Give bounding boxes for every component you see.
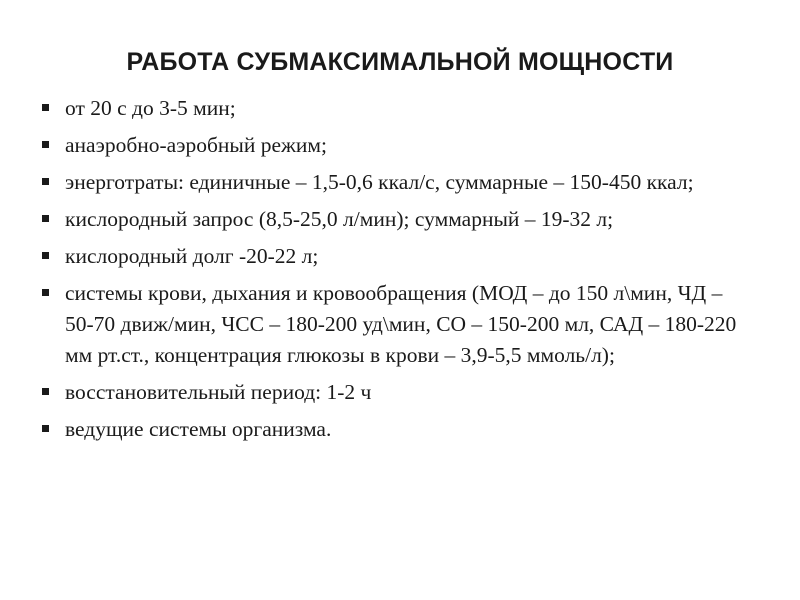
bullet-text: анаэробно-аэробный режим; [65, 133, 327, 157]
bullet-text: системы крови, дыхания и кровообращения (МОД – до 150 л\мин, ЧД – 50-70 движ/мин, ЧСС – 180-200 уд\мин, СО – 150-200 мл, САД – 180-220 мм рт.ст., концентрация глюкозы в крови – 3,9-5,5 ммоль/л); [65, 281, 737, 367]
bullet-item-mode [42, 130, 754, 161]
bullet-item-duration [42, 93, 754, 124]
square-bullet-icon [42, 215, 49, 222]
bullet-text: ведущие системы организма. [65, 417, 332, 441]
bullet-item-oxygen-debt [42, 241, 754, 272]
bullet-text: кислородный долг -20-22 л; [65, 244, 319, 268]
square-bullet-icon [42, 141, 49, 148]
bullet-text: восстановительный период: 1-2 ч [65, 380, 372, 404]
bullet-item-oxygen-demand [42, 204, 754, 235]
bullet-item-energy [42, 167, 754, 198]
slide-title: РАБОТА СУБМАКСИМАЛЬНОЙ МОЩНОСТИ [126, 48, 674, 76]
square-bullet-icon [42, 104, 49, 111]
bullet-item-leading-systems [42, 414, 754, 445]
bullet-list [42, 93, 754, 451]
bullet-item-systems [42, 278, 754, 371]
bullet-item-recovery [42, 377, 754, 408]
square-bullet-icon [42, 178, 49, 185]
square-bullet-icon [42, 425, 49, 432]
square-bullet-icon [42, 252, 49, 259]
square-bullet-icon [42, 388, 49, 395]
square-bullet-icon [42, 289, 49, 296]
bullet-text: энерготраты: единичные – 1,5-0,6 ккал/с, суммарные – 150-450 ккал; [65, 170, 694, 194]
bullet-text: кислородный запрос (8,5-25,0 л/мин); суммарный – 19-32 л; [65, 207, 614, 231]
bullet-text: от 20 с до 3-5 мин; [65, 96, 236, 120]
